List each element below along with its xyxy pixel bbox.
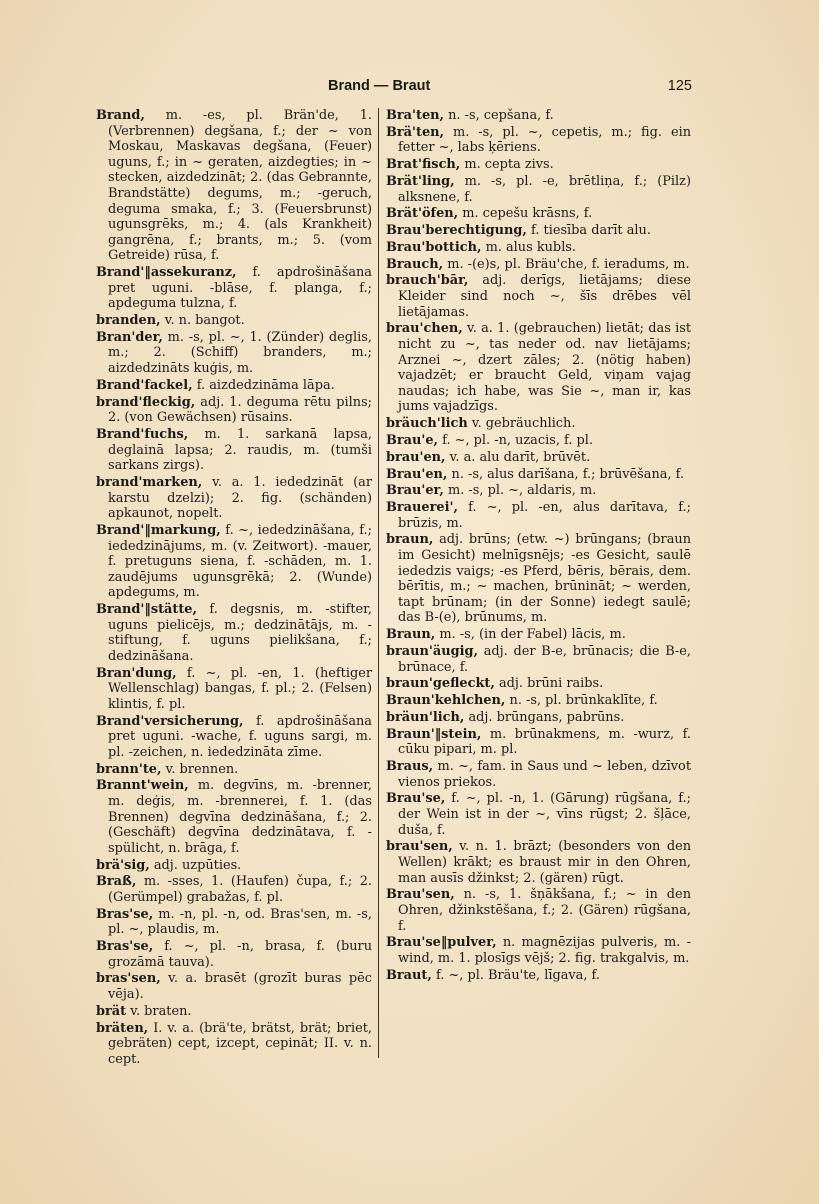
entry-headword: Brau'en, — [386, 466, 448, 482]
entry-headword: Brauch, — [386, 256, 444, 272]
entry-headword: Braut, — [386, 967, 432, 983]
entry-definition: adj. brūngans, pabrūns. — [464, 709, 625, 725]
dictionary-entry — [386, 273, 691, 320]
entry-headword: brä'sig, — [96, 857, 150, 873]
entry-headword: Brau'se, — [386, 791, 446, 807]
dictionary-entry — [96, 762, 372, 778]
dictionary-entry — [96, 313, 372, 329]
entry-definition: f. ~, pl. -en, 1. (heftiger Wellenschlag) bangas, f. pl.; 2. (Felsen) klintis, f. pl. — [108, 665, 372, 712]
dictionary-entry — [386, 839, 691, 886]
dictionary-entry — [96, 475, 372, 522]
entry-headword: Brand'‖markung, — [96, 522, 221, 538]
dictionary-entry — [96, 427, 372, 474]
entry-definition: m. brūnakmens, m. -wurz, f. cūku pipari, m. pl. — [398, 726, 691, 758]
entry-headword: Braun, — [386, 627, 436, 643]
entry-headword: Bras'se, — [96, 906, 154, 922]
dictionary-entry — [386, 500, 691, 531]
entry-definition: f. ~, pl. -n, uzacis, f. pl. — [438, 432, 593, 448]
dictionary-entry — [96, 108, 372, 264]
entry-definition: adj. uzpūties. — [149, 857, 242, 873]
entry-headword: Brand, — [96, 108, 145, 123]
entry-definition: m. degvīns, m. -brenner, m. deģis, m. -brennerei, f. 1. (das Brennen) degvīna dedzināšana, f.; 2. (Geschäft) degvīna dedzinātava, f. -spülicht, n. brāga, f. — [108, 778, 372, 856]
entry-definition: v. n. 1. brāzt; (besonders von den Wellen) krākt; es braust mir in den Ohren, man ausīs džinkst; 2. (gären) rūgt. — [398, 839, 691, 886]
entry-definition: n. -s, 1. šņākšana, f.; ~ in den Ohren, džinkstēšana, f.; 2. (Gären) rūgšana, f. — [398, 887, 691, 934]
entry-headword: Braun'‖stein, — [386, 726, 482, 742]
entry-headword: Bran'dung, — [96, 665, 177, 681]
dictionary-entry — [96, 265, 372, 312]
dictionary-entry — [386, 174, 691, 205]
entry-headword: braun'gefleckt, — [386, 676, 495, 692]
entry-headword: Braus, — [386, 759, 434, 775]
entry-definition: m. -s, pl. ~, aldaris, m. — [443, 483, 597, 499]
entry-definition: n. -s, cepšana, f. — [444, 108, 554, 123]
entry-headword: Braß, — [96, 874, 137, 890]
entry-headword: brau'en, — [386, 449, 446, 465]
entry-definition: adj. 1. deguma rētu pilns; 2. (von Gewächsen) rūsains. — [108, 394, 372, 426]
dictionary-entry — [386, 887, 691, 934]
dictionary-entry — [386, 467, 691, 483]
entry-definition: v. a. 1. iededzināt (ar karstu dzelzi); 2. fig. (schänden) apkaunot, nopelt. — [108, 474, 372, 522]
entry-definition: v. a. 1. (gebrauchen) lietāt; das ist nicht zu ~, tas neder od. nav lietājams; Arznei ~, dzert zāles; 2. (nötig haben) vajadzēt; er braucht Geld, viņam vajag naudas; ich habe, was Sie ~, man ir, kas jums vajadzīgs. — [398, 321, 691, 415]
entry-definition: f. aizdedzināma lāpa. — [192, 377, 335, 393]
dictionary-entry — [386, 727, 691, 758]
entry-headword: Brau'e, — [386, 432, 439, 448]
dictionary-entry — [386, 416, 691, 432]
entry-headword: braun'äugig, — [386, 643, 478, 659]
dictionary-entry — [96, 330, 372, 377]
dictionary-entry — [96, 378, 372, 394]
entry-definition: f. apdrošināšana pret uguni. -wache, f. uguns sargi, m. pl. -zeichen, n. iededzināta zīme. — [108, 713, 372, 760]
entry-headword: Bras'se, — [96, 939, 154, 955]
entry-definition: m. alus kubls. — [481, 239, 577, 255]
entry-definition: adj. brūni raibs. — [494, 676, 604, 692]
dictionary-entry — [386, 627, 691, 643]
dictionary-entry — [96, 714, 372, 761]
column-divider — [378, 108, 379, 1058]
entry-definition: v. a. alu darīt, brūvēt. — [445, 449, 591, 465]
dictionary-entry — [96, 778, 372, 856]
entry-definition: adj. der B-e, brūnacis; die B-e, brūnace, f. — [398, 643, 691, 675]
entry-headword: brau'chen, — [386, 321, 463, 337]
dictionary-entry — [96, 1004, 372, 1020]
entry-headword: Brau'sen, — [386, 887, 455, 903]
entry-definition: m. cepta zivs. — [460, 157, 554, 173]
right-column — [386, 108, 691, 985]
running-head: Brand — Braut — [328, 78, 431, 94]
dictionary-entry — [96, 874, 372, 905]
entry-definition: m. -(e)s, pl. Bräu'che, f. ieradums, m. — [443, 256, 690, 272]
entry-headword: brann'te, — [96, 761, 162, 777]
entry-headword: Brauerei', — [386, 500, 458, 516]
dictionary-entry — [386, 968, 691, 984]
dictionary-entry — [386, 433, 691, 449]
entry-definition: n. -s, pl. brūnkaklīte, f. — [505, 693, 658, 709]
entry-headword: Brau'se‖pulver, — [386, 935, 497, 951]
dictionary-entry — [386, 108, 691, 124]
entry-headword: Brand'versicherung, — [96, 713, 244, 729]
dictionary-entry — [96, 971, 372, 1002]
entry-definition: v. n. bangot. — [160, 313, 245, 329]
entry-headword: brauch'bār, — [386, 273, 469, 289]
entry-definition: v. braten. — [126, 1003, 192, 1019]
entry-headword: Brannt'wein, — [96, 778, 189, 794]
dictionary-entry — [386, 257, 691, 273]
dictionary-entry — [386, 532, 691, 626]
entry-definition: f. ~, iededzināšana, f.; iededzinājums, m. (v. Zeitwort). -mauer, f. pretuguns siena, f. -schāden, m. 1. zaudējums ugunsgrēkā; 2. (Wunde) apdegums, m. — [108, 522, 372, 601]
entry-definition: f. degsnis, m. -stifter, uguns pielicējs, m.; dedzinātājs, m. -stiftung, f. uguns pielikšana, f.; dedzināšana. — [108, 602, 372, 664]
entry-definition: m. cepešu krāsns, f. — [458, 206, 593, 222]
dictionary-entry — [386, 710, 691, 726]
dictionary-entry — [96, 666, 372, 713]
entry-definition: f. ~, pl. -n, 1. (Gārung) rūgšana, f.; der Wein ist in der ~, vīns rūgst; 2. šļāce, duša, f. — [398, 791, 691, 838]
entry-definition: f. ~, pl. -n, brasa, f. (buru grozāmā tauva). — [108, 939, 372, 970]
entry-headword: Bran'der, — [96, 329, 163, 345]
entry-definition: m. -es, pl. Brän'de, 1. (Verbrennen) degšana, f.; der ~ von Moskau, Maskavas degšana, (Feuer) uguns, f.; in ~ geraten, aizdegties; in ~ stecken, aizdedzināt; 2. (das Gebrannte, Brandstätte) degums, m.; -geruch, deguma smaka, f.; 3. (Feuersbrunst) ugunsgrēks, m.; 4. (als Krankheit) gangrēna, f.; brants, m.; 5. (vom Getreide) rūsa, f. — [108, 108, 372, 264]
entry-definition: m. -s, pl. -e, brētliņa, f.; (Pilz) alksnene, f. — [398, 173, 691, 205]
dictionary-entry — [386, 125, 691, 156]
entry-headword: braun, — [386, 532, 434, 548]
entry-headword: branden, — [96, 313, 161, 329]
entry-definition: m. 1. sarkanā lapsa, deglainā lapsa; 2. raudis, m. (tumši sarkans zirgs). — [108, 427, 372, 474]
entry-headword: Brät'öfen, — [386, 206, 459, 222]
dictionary-entry — [386, 644, 691, 675]
entry-headword: Brand'‖assekuranz, — [96, 265, 237, 281]
entry-headword: Brau'bottich, — [386, 239, 482, 255]
entry-headword: brand'marken, — [96, 474, 203, 490]
left-column — [96, 108, 372, 1069]
dictionary-entry — [96, 395, 372, 426]
entry-headword: bräten, — [96, 1020, 149, 1036]
entry-headword: Brau'berechtigung, — [386, 223, 527, 239]
entry-definition: adj. derīgs, lietājams; diese Kleider sind noch ~, šīs drēbes vēl lietājamas. — [398, 273, 691, 320]
entry-definition: v. a. brasēt (grozīt buras pēc vēja). — [108, 971, 372, 1003]
entry-headword: Braun'kehlchen, — [386, 693, 506, 709]
dictionary-entry — [386, 791, 691, 838]
dictionary-entry — [386, 676, 691, 692]
dictionary-entry — [96, 858, 372, 874]
dictionary-entry — [96, 939, 372, 970]
entry-definition: f. ~, pl. -en, alus darītava, f.; brūzis, m. — [398, 500, 691, 531]
entry-definition: m. -sses, 1. (Haufen) čupa, f.; 2. (Gerümpel) grabažas, f. pl. — [108, 874, 372, 905]
page-number: 125 — [667, 78, 692, 94]
dictionary-entry — [386, 483, 691, 499]
entry-headword: brand'fleckig, — [96, 394, 196, 410]
entry-headword: Brät'ling, — [386, 173, 455, 189]
entry-definition: n. magnēzijas pulveris, m. -wind, m. 1. plosīgs vējš; 2. fig. trakgalvis, m. — [398, 935, 691, 966]
entry-definition: f. tiesība darīt alu. — [526, 223, 651, 239]
entry-definition: n. -s, alus darīšana, f.; brūvēšana, f. — [447, 466, 685, 482]
dictionary-entry — [386, 206, 691, 222]
entry-headword: Bra'ten, — [386, 108, 445, 123]
entry-headword: brau'sen, — [386, 839, 453, 855]
entry-definition: m. -s, pl. ~, 1. (Zünder) deglis, m.; 2. (Schiff) branders, m.; aizdedzināts kuģis, m. — [108, 329, 372, 377]
entry-headword: bräun'lich, — [386, 709, 465, 725]
page-header — [96, 78, 692, 100]
entry-definition: v. gebräuchlich. — [467, 416, 576, 432]
dictionary-entry — [386, 935, 691, 966]
dictionary-entry — [96, 602, 372, 664]
entry-definition: m. ~, fam. in Saus und ~ leben, dzīvot vienos priekos. — [398, 759, 691, 790]
dictionary-entry — [386, 450, 691, 466]
entry-definition: f. apdrošināšana pret uguni. -blāse, f. planga, f.; apdeguma tulzna, f. — [108, 265, 372, 312]
entry-headword: bräuch'lich — [386, 416, 468, 432]
entry-definition: m. -n, pl. -n, od. Bras'sen, m. -s, pl. ~, plaudis, m. — [108, 906, 372, 938]
dictionary-entry — [96, 907, 372, 938]
entry-headword: Brand'fuchs, — [96, 427, 189, 442]
entry-headword: brät — [96, 1003, 127, 1019]
entry-headword: Brä'ten, — [386, 124, 445, 140]
entry-headword: bras'sen, — [96, 971, 161, 987]
dictionary-entry — [386, 223, 691, 239]
entry-definition: f. ~, pl. Bräu'te, līgava, f. — [431, 967, 600, 983]
entry-headword: Brat'fisch, — [386, 157, 461, 173]
entry-definition: adj. brūns; (etw. ~) brūngans; (braun im Gesicht) melnīgsnējs; -es Gesicht, saulē iededzis vaigs; -es Pferd, bēris, bērais, dem. bērītis, m.; ~ machen, brūnināt; ~ werden, tapt brūnam; (in der Sonne) iedegt saulē; das B-(e), brūnums, m. — [398, 532, 691, 626]
entry-headword: Brau'er, — [386, 483, 444, 499]
dictionary-entry — [386, 240, 691, 256]
dictionary-entry — [386, 759, 691, 790]
entry-definition: v. brennen. — [161, 761, 239, 777]
entry-definition: I. v. a. (brä'te, brätst, brät; briet, gebräten) cept, izcept, cepināt; II. v. n. cept. — [108, 1020, 372, 1067]
entry-headword: Brand'fackel, — [96, 377, 193, 393]
dictionary-entry — [386, 157, 691, 173]
entry-definition: m. -s, (in der Fabel) lācis, m. — [435, 627, 626, 643]
dictionary-entry — [386, 321, 691, 415]
dictionary-entry — [386, 693, 691, 709]
dictionary-entry — [96, 1021, 372, 1068]
entry-definition: m. -s, pl. ~, cepetis, m.; fig. ein fetter ~, labs ķēriens. — [398, 124, 691, 156]
dictionary-entry — [96, 523, 372, 601]
entry-headword: Brand'‖stätte, — [96, 602, 197, 618]
